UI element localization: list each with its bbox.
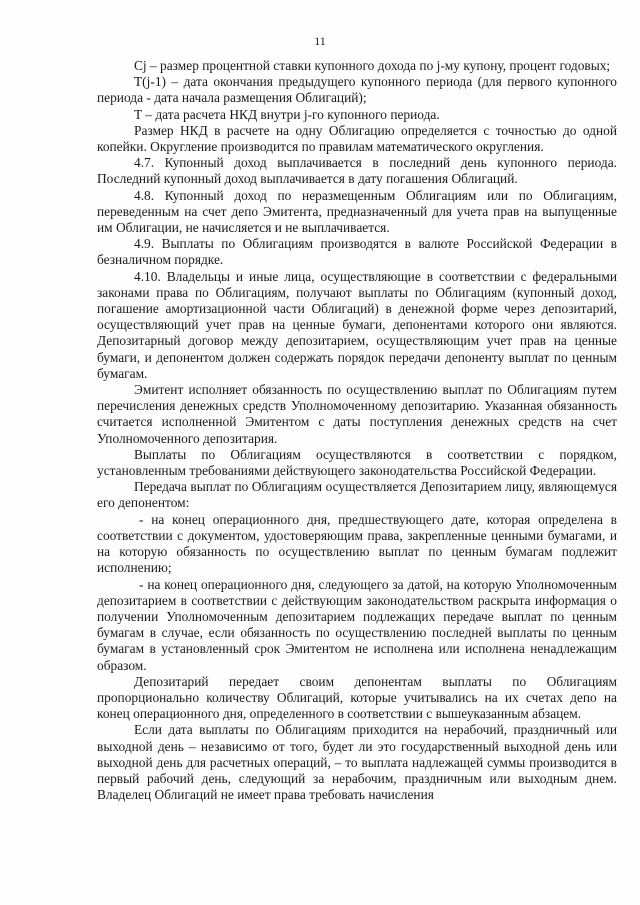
paragraph-tj1-definition: T(j-1) – дата окончания предыдущего купонного периода (для первого купонного периода - дата начала размещения Облигаций);	[97, 74, 617, 106]
paragraph-4-9: 4.9. Выплаты по Облигациям производятся в валюте Российской Федерации в безналичном порядке.	[97, 236, 617, 268]
paragraph-4-7: 4.7. Купонный доход выплачивается в последний день купонного периода. Последний купонный доход выплачивается в дату погашения Облигаций.	[97, 155, 617, 187]
paragraph-4-8: 4.8. Купонный доход по неразмещенным Облигациям или по Облигациям, переведенным на счет депо Эмитента, предназначенный для учета прав на выпущенные им Облигации, не начисляется и не выплачивается.	[97, 187, 617, 236]
paragraph-cj-definition: Cj – размер процентной ставки купонного дохода по j-му купону, процент годовых;	[134, 58, 611, 73]
paragraph-payments-law: Выплаты по Облигациям осуществляются в соответствии с порядком, установленным требованиями действующего законодательства Российской Федерации.	[97, 446, 617, 479]
paragraph-proportional-transfer: Депозитарий передает своим депонентам выплаты по Облигациям пропорционально количеству Облигаций, которые учитывались на их счетах депо на конец операционного дня, определенного в соответствии с вышеуказанным абзацем.	[97, 673, 617, 722]
paragraph-nkd-rounding: Размер НКД в расчете на одну Облигацию определяется с точностью до одной копейки. Округление производится по правилам математического округления.	[97, 122, 617, 155]
page-number: 11	[314, 34, 326, 48]
paragraph-4-10: 4.10. Владельцы и иные лица, осуществляющие в соответствии с федеральными законами права по Облигациям, получают выплаты по Облигациям (купонный доход, погашение амортизационной части Облигаций) в денежной форме через депозитарий, осуществляющий учет прав на ценные бумаги, депонентами которого они являются. Депозитарный договор между депозитарием, осуществляющим учет прав на ценные бумаги, и депонентом должен содержать порядок передачи депоненту выплат по ценным бумагам.	[97, 268, 617, 381]
list-item-end-of-day-before: - на конец операционного дня, предшествующего дате, которая определена в соответствии с документом, удостоверяющим права, закрепленные ценными бумагами, и на которую обязанность по осуществлению выплат по ценным бумагам подлежит исполнению;	[97, 511, 617, 576]
document-body	[97, 58, 617, 803]
paragraph-transfer-intro: Передача выплат по Облигациям осуществляется Депозитарием лицу, являющемуся его депонентом:	[97, 479, 617, 511]
paragraph-issuer-obligation: Эмитент исполняет обязанность по осуществлению выплат по Облигациям путем перечисления денежных средств Уполномоченному депозитарию. Указанная обязанность считается исполненной Эмитентом с даты поступления денежных средств на счет Уполномоченного депозитария.	[97, 382, 617, 446]
paragraph-non-working-day: Если дата выплаты по Облигациям приходится на нерабочий, праздничный или выходной день – независимо от того, будет ли это государственный выходной день или выходной день для расчетных операций, – то выплата надлежащей суммы производится в первый рабочий день, следующий за нерабочим, праздничным или выходным днем. Владелец Облигаций не имеет права требовать начисления	[97, 722, 617, 803]
paragraph-t-definition: T – дата расчета НКД внутри j-го купонного периода.	[134, 106, 440, 122]
list-item-end-of-day-after: - на конец операционного дня, следующего за датой, на которую Уполномоченным депозитарием в соответствии с действующим законодательством раскрыта информация о получении Уполномоченным депозитарием подлежащих передаче выплат по ценным бумагам в случае, если обязанность по осуществлению последней выплаты по ценным бумагам в установленный срок Эмитентом не исполнена или исполнена ненадлежащим образом.	[97, 576, 617, 673]
